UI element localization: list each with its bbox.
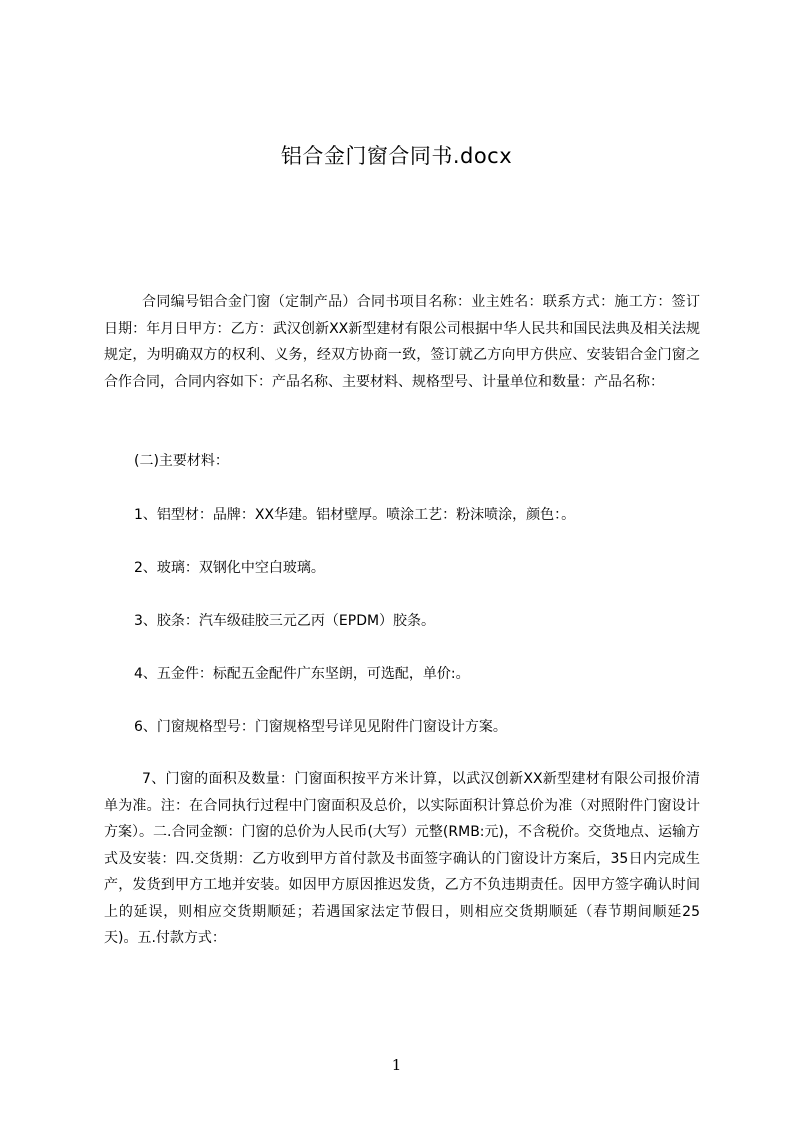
document-title: 铝合金门窗合同书.docx [280, 144, 513, 168]
paragraph-contract-intro: 合同编号铝合金门窗（定制产品）合同书项目名称：业主姓名：联系方式：施工方：签订日期：年月日甲方：乙方：武汉创新XX新型建材有限公司根据中华人民共和国民法典及相关法规规定，为明确双方的权利、义务，经双方协商一致，签订就乙方向甲方供应、安装铝合金门窗之合作合同，合同内容如下：产品名称、主要材料、规格型号、计量单位和数量：产品名称： [104, 294, 700, 390]
page-number: 1 [391, 1056, 402, 1074]
paragraph-main-materials-heading: (二)主要材料： [134, 453, 229, 469]
paragraph-glass: 2、玻璃：双钢化中空白玻璃。 [134, 560, 325, 576]
paragraph-rubber-strip: 3、胶条：汽车级硅胶三元乙丙（EPDM）胶条。 [134, 613, 436, 629]
paragraph-hardware: 4、五金件：标配五金配件广东坚朗，可选配，单价:。 [134, 666, 470, 682]
paragraph-window-specs: 6、门窗规格型号：门窗规格型号详见见附件门窗设计方案。 [134, 719, 507, 735]
paragraph-area-and-payment: 7、门窗的面积及数量：门窗面积按平方米计算，以武汉创新XX新型建材有限公司报价清单为准。注：在合同执行过程中门窗面积及总价，以实际面积计算总价为准（对照附件门窗设计方案）。二.合同金额：门窗的总价为人民币(大写）元整(RMB:元)，不含税价。交货地点、运输方式及安装：四.交货期：乙方收到甲方首付款及书面签字确认的门窗设计方案后，35日内完成生产，发货到甲方工地并安装。如因甲方原因推迟发货，乙方不负违期责任。因甲方签字确认时间上的延误，则相应交货期顺延；若遇国家法定节假日，则相应交货期顺延（春节期间顺延25天)。五.付款方式： [104, 771, 700, 946]
paragraph-aluminum-profile: 1、铝型材：品牌：XX华建。铝材壁厚。喷涂工艺：粉沫喷涂，颜色：。 [134, 507, 576, 523]
